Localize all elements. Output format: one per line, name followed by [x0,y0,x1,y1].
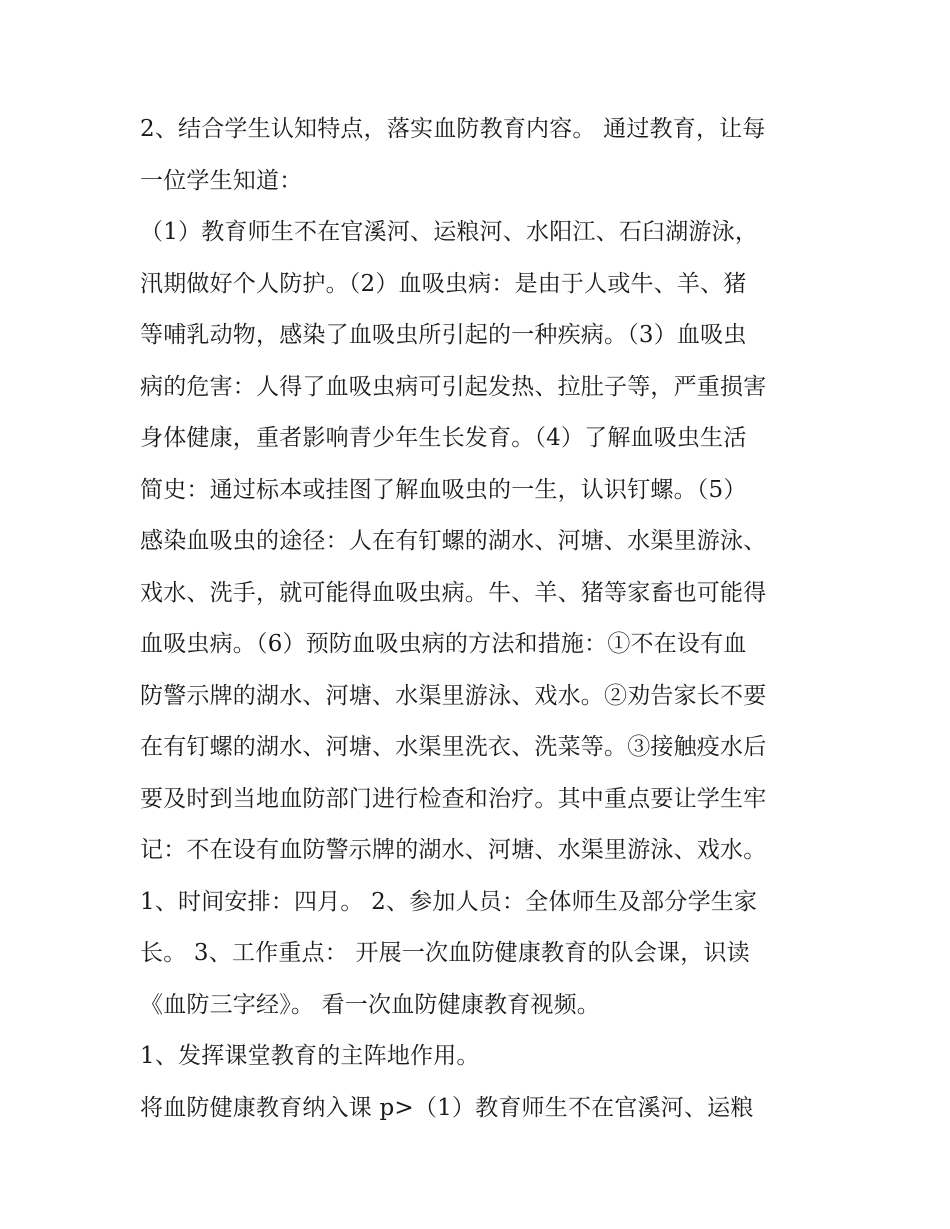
text-line-4: 汛期做好个人防护。（2）血吸虫病：是由于人或牛、羊、猪 [140,270,747,297]
document-body [140,104,820,1134]
text-line-10: 戏水、洗手，就可能得血吸虫病。牛、羊、猪等家畜也可能得 [140,579,767,606]
text-line-3: （1）教育师生不在官溪河、运粮河、水阳江、石臼湖游泳， [140,219,759,245]
text-line-11: 血吸虫病。（6）预防血吸虫病的方法和措施：①不在设有血 [140,631,747,657]
text-line-19: 1、发挥课堂教育的主阵地作用。 [140,1043,480,1069]
text-line-1: 2、结合学生认知特点，落实血防教育内容。 通过教育，让每 [140,116,766,142]
text-line-13: 在有钉螺的湖水、河塘、水渠里洗衣、洗菜等。③接触疫水后 [140,734,767,760]
text-line-2: 一位学生知道： [140,167,303,194]
text-line-12: 防警示牌的湖水、河塘、水渠里游泳、戏水。②劝告家长不要 [140,682,767,709]
text-line-9: 感染血吸虫的途径：人在有钉螺的湖水、河塘、水渠里游泳、 [140,528,767,554]
text-line-6: 病的危害：人得了血吸虫病可引起发热、拉肚子等，严重损害 [140,373,767,400]
text-line-15: 记：不在设有血防警示牌的湖水、河塘、水渠里游泳、戏水。 [140,837,767,863]
text-line-14: 要及时到当地血防部门进行检查和治疗。其中重点要让学生牢 [140,785,767,812]
text-line-8: 简史：通过标本或挂图了解血吸虫的一生，认识钉螺。（5） [140,476,747,503]
text-line-18: 《血防三字经》。 看一次血防健康教育视频。 [140,991,601,1018]
text-line-5: 等哺乳动物，感染了血吸虫所引起的一种疾病。（3）血吸虫 [140,322,747,348]
text-line-17: 长。 3、工作重点： 开展一次血防健康教育的队会课，识读 [140,940,750,966]
text-line-7: 身体健康，重者影响青少年生长发育。（4）了解血吸虫生活 [140,425,747,451]
text-line-20: 将血防健康教育纳入课 p>（1）教育师生不在官溪河、运粮 [140,1094,754,1121]
text-line-16: 1、时间安排：四月。 2、参加人员：全体师生及部分学生家 [140,888,758,915]
